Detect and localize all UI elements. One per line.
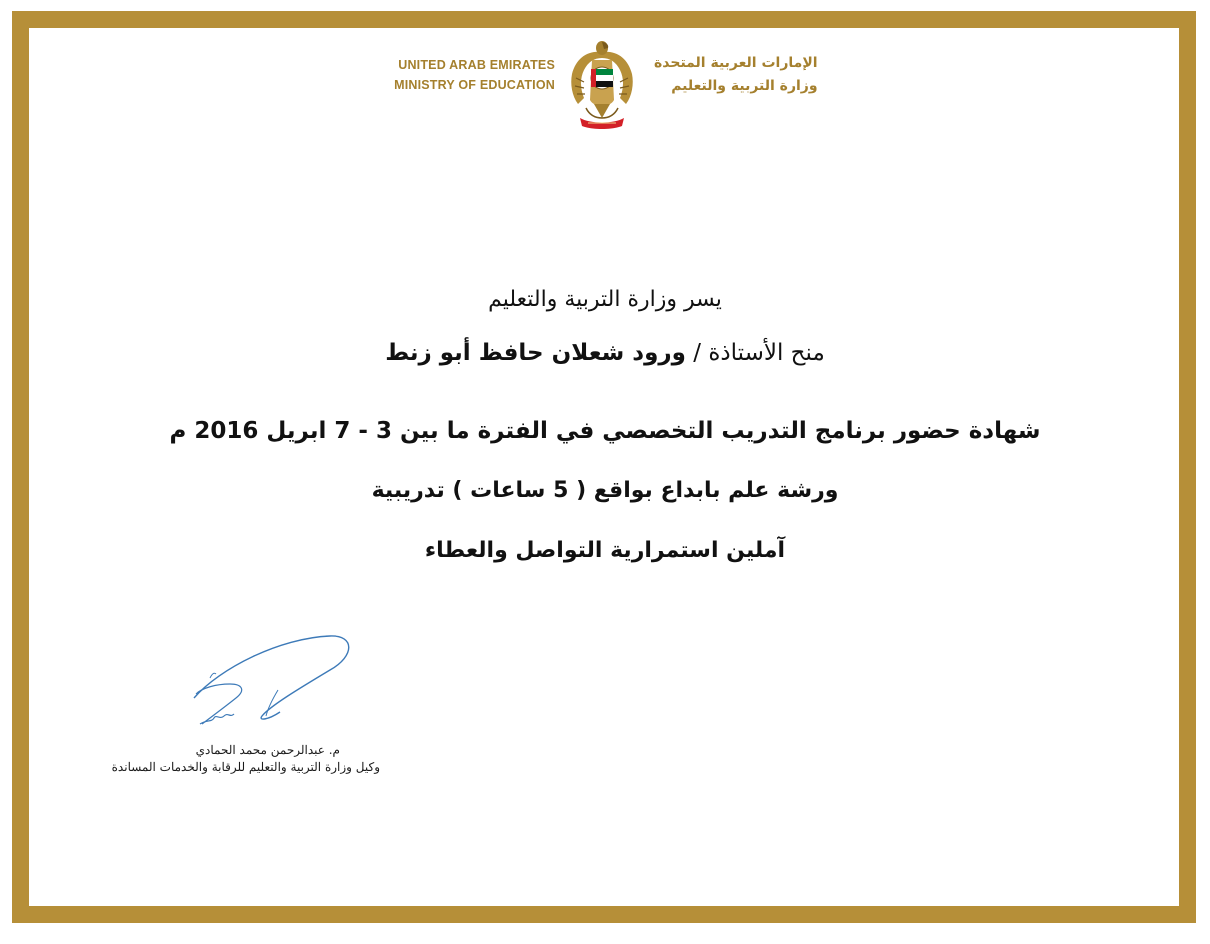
closing-wish: آملين استمرارية التواصل والعطاء: [424, 538, 786, 563]
handwritten-signature: [150, 628, 370, 758]
recipient-name: ورود شعلان حافظ أبو زنط: [385, 340, 686, 366]
signatory-title: وكيل وزارة التربية والتعليم للرقابة والخدمات المساندة: [111, 760, 380, 774]
ministry-header: [0, 38, 1210, 134]
en-country-line: UNITED ARAB EMIRATES: [398, 58, 555, 72]
recipient-line: [100, 336, 1110, 370]
ministry-name-arabic: [654, 52, 818, 98]
workshop-details: ورشة علم بابداع بواقع ( 5 ساعات ) تدريبية: [371, 478, 839, 503]
recipient-prefix: منح الأستاذة /: [693, 340, 825, 366]
certificate-intro: يسر وزارة التربية والتعليم: [488, 287, 722, 312]
attendance-statement: شهادة حضور برنامج التدريب التخصصي في الفترة ما بين 3 - 7 ابريل 2016 م: [169, 418, 1041, 444]
gold-border-frame: [12, 11, 1196, 923]
en-ministry-line: MINISTRY OF EDUCATION: [394, 78, 555, 92]
ar-country-line: الإمارات العربية المتحدة: [654, 55, 818, 71]
ministry-name-english: [394, 55, 555, 95]
signatory-name: م. عبدالرحمن محمد الحمادي: [195, 743, 340, 757]
signatory-block: [110, 742, 380, 776]
uae-falcon-emblem-icon: [566, 38, 638, 130]
ar-ministry-line: وزارة التربية والتعليم: [671, 78, 818, 94]
